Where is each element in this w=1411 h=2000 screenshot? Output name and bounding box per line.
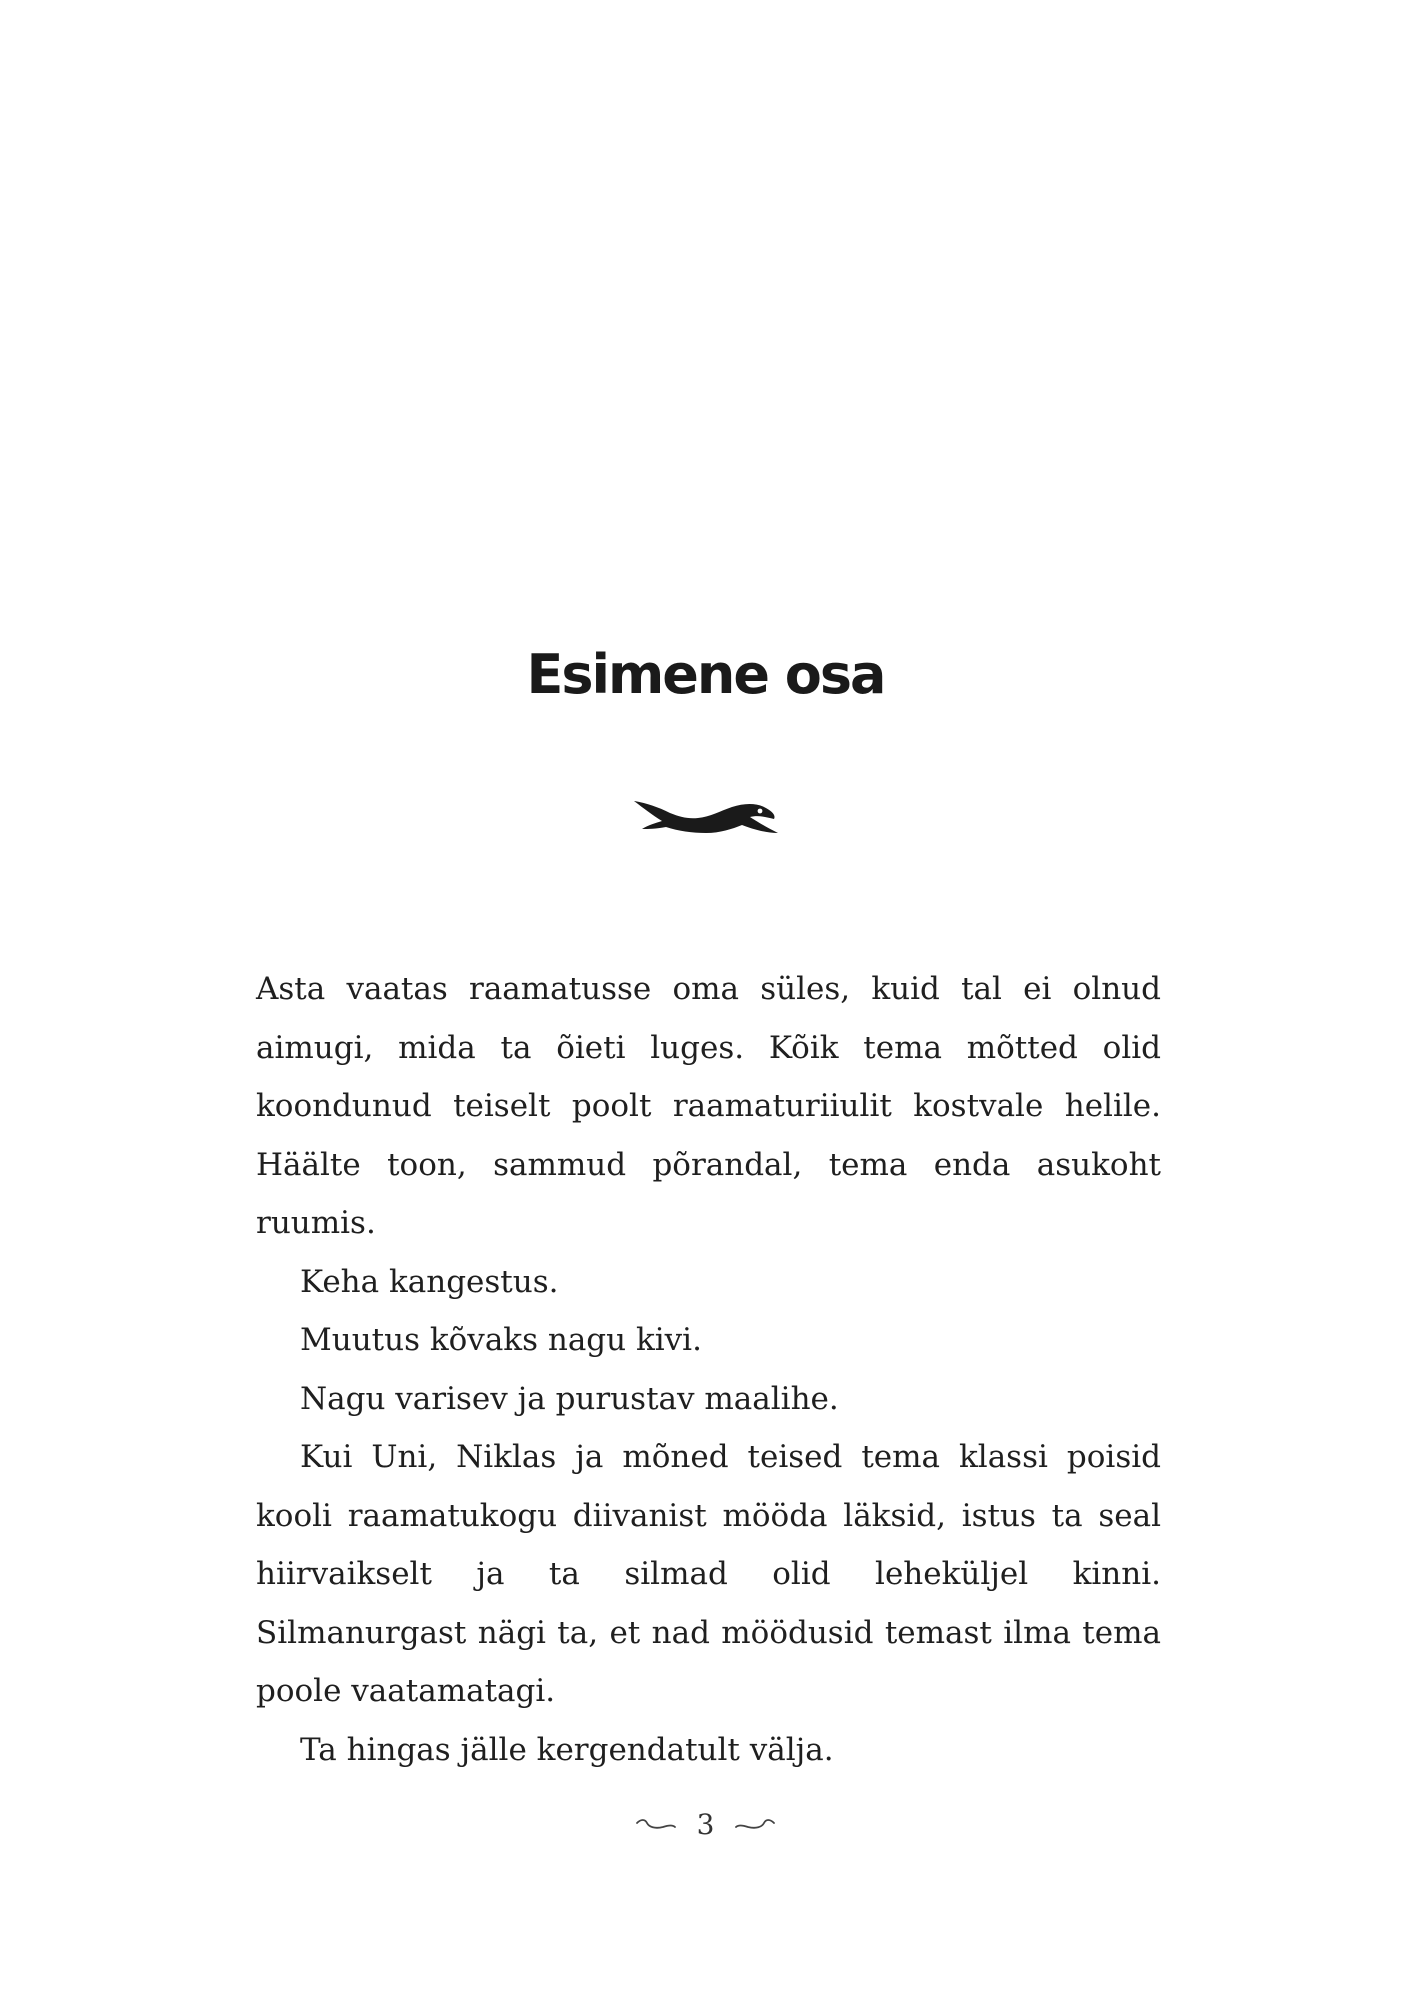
swash-right-icon [734,1817,776,1833]
body-text [256,960,1161,1779]
paragraph-1: Asta vaatas raamatusse oma süles, kuid tal ei olnud aimugi, mida ta õieti luges. Kõik tema mõtted olid koondunud teiselt poolt raamaturiiulit kostvale helile. Häälte toon, sammud põrandal, tema enda asukoht ruumis. [256,971,1161,1241]
paragraph-6: Ta hingas jälle kergendatult välja. [300,1731,834,1768]
paragraph-5: Kui Uni, Niklas ja mõned teised tema klassi poisid kooli raamatukogu diivanist mööda läksid, istus ta seal hiirvaikselt ja ta silmad olid leheküljel kinni. Silmanurgast nägi ta, et nad möödusid temast ilma tema poole vaatamatagi. [256,1439,1161,1709]
page-number: 3 [696,1808,715,1841]
paragraph-2: Keha kangestus. [300,1263,559,1300]
chapter-title: Esimene osa [526,643,885,706]
paragraph-3: Muutus kõvaks nagu kivi. [300,1322,702,1358]
swash-left-icon [635,1817,677,1833]
page-folio [0,1808,1411,1841]
paragraph-4: Nagu varisev ja purustav maalihe. [300,1380,839,1417]
bird-silhouette-icon [632,795,780,839]
